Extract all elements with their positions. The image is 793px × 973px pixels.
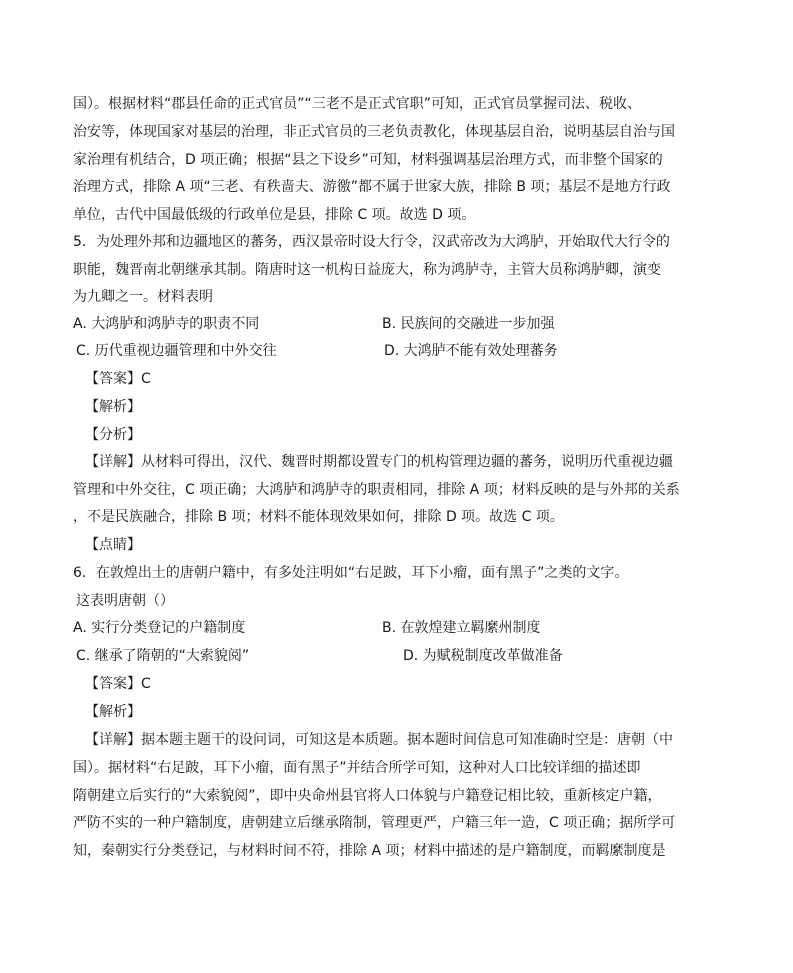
q6-detail-line-1: 【详解】据本题主题干的设问词，可知这是本质题。据本题时间信息可知准确时空是：唐朝（中 [85, 732, 673, 748]
carryover-line-2: 治安等，体现国家对基层的治理，非正式官员的三老负责教化，体现基层自治，说明基层自治与国 [73, 124, 675, 140]
q6-stem-line-2: 这表明唐朝（） [76, 593, 174, 609]
q5-stem-line-2: 职能，魏晋南北朝继承其制。隋唐时这一机构日益庞大，称为鸿胪寺，主管大员称鸿胪卿，演变 [73, 262, 661, 278]
carryover-line-3: 家治理有机结合，D 项正确；根据“县之下设乡”可知，材料强调基层治理方式，而非整个国家的 [73, 152, 663, 168]
q5-detail-line-1: 【详解】从材料可得出，汉代、魏晋时期都设置专门的机构管理边疆的蕃务，说明历代重视边疆 [85, 454, 673, 470]
q5-stem-line-1: 5．为处理外邦和边疆地区的蕃务，西汉景帝时设大行令，汉武帝改为大鸿胪，开始取代大行令的 [73, 234, 670, 250]
q5-answer: 【答案】C [85, 371, 151, 387]
q5-option-a: A. 大鸿胪和鸿胪寺的职责不同 [73, 316, 260, 332]
q5-option-c: C. 历代重视边疆管理和中外交往 [76, 343, 277, 359]
q6-detail-line-2: 国）。据材料“右足跛，耳下小瘤，面有黑子”并结合所学可知，这种对人口比较详细的描述即 [73, 760, 641, 776]
q6-detail-line-4: 严防不实的一种户籍制度，唐朝建立后继承隋制，管理更严，户籍三年一造，C 项正确；据所学可 [73, 815, 676, 831]
q5-fenxi-label: 【分析】 [85, 427, 141, 443]
q5-stem-line-3: 为九卿之一。材料表明 [73, 289, 213, 305]
q5-option-b: B. 民族间的交融进一步加强 [382, 316, 555, 332]
q5-dianjing-label: 【点睛】 [85, 537, 141, 553]
q6-analysis-label: 【解析】 [85, 704, 141, 720]
q6-detail-line-5: 知，秦朝实行分类登记，与材料时间不符，排除 A 项；材料中描述的是户籍制度，而羁縻制度是 [73, 843, 666, 859]
q6-stem-line-1: 6．在敦煌出土的唐朝户籍中，有多处注明如“右足跛，耳下小瘤，面有黑子”之类的文字。 [73, 565, 629, 581]
carryover-line-4: 治理方式，排除 A 项“三老、有秩啬夫、游徼”都不属于世家大族，排除 B 项；基层不是地方行政 [73, 179, 671, 195]
q6-detail-line-3: 隋朝建立后实行的“大索貌阅”，即中央命州县官将人口体貌与户籍登记相比较，重新核定户籍， [73, 788, 662, 804]
q6-option-a: A. 实行分类登记的户籍制度 [73, 620, 246, 636]
q5-option-d: D. 大鸿胪不能有效处理蕃务 [384, 343, 558, 359]
q5-detail-line-3: ，不是民族融合，排除 B 项；材料不能体现效果如何，排除 D 项。故选 C 项。 [73, 509, 564, 525]
q5-detail-line-2: 管理和中外交往，C 项正确；大鸿胪和鸿胪寺的职责相同，排除 A 项；材料反映的是与外邦的关系 [73, 482, 680, 498]
q6-option-c: C. 继承了隋朝的“大索貌阅” [76, 648, 250, 664]
q5-analysis-label: 【解析】 [85, 399, 141, 415]
carryover-line-1: 国）。根据材料“郡县任命的正式官员”“三老不是正式官职”可知，正式官员掌握司法、税收、 [73, 96, 642, 112]
carryover-line-5: 单位，古代中国最低级的行政单位是县，排除 C 项。故选 D 项。 [73, 207, 476, 223]
q6-option-d: D. 为赋税制度改革做准备 [403, 648, 563, 664]
q6-option-b: B. 在敦煌建立羁縻州制度 [382, 620, 541, 636]
q6-answer: 【答案】C [85, 676, 151, 692]
